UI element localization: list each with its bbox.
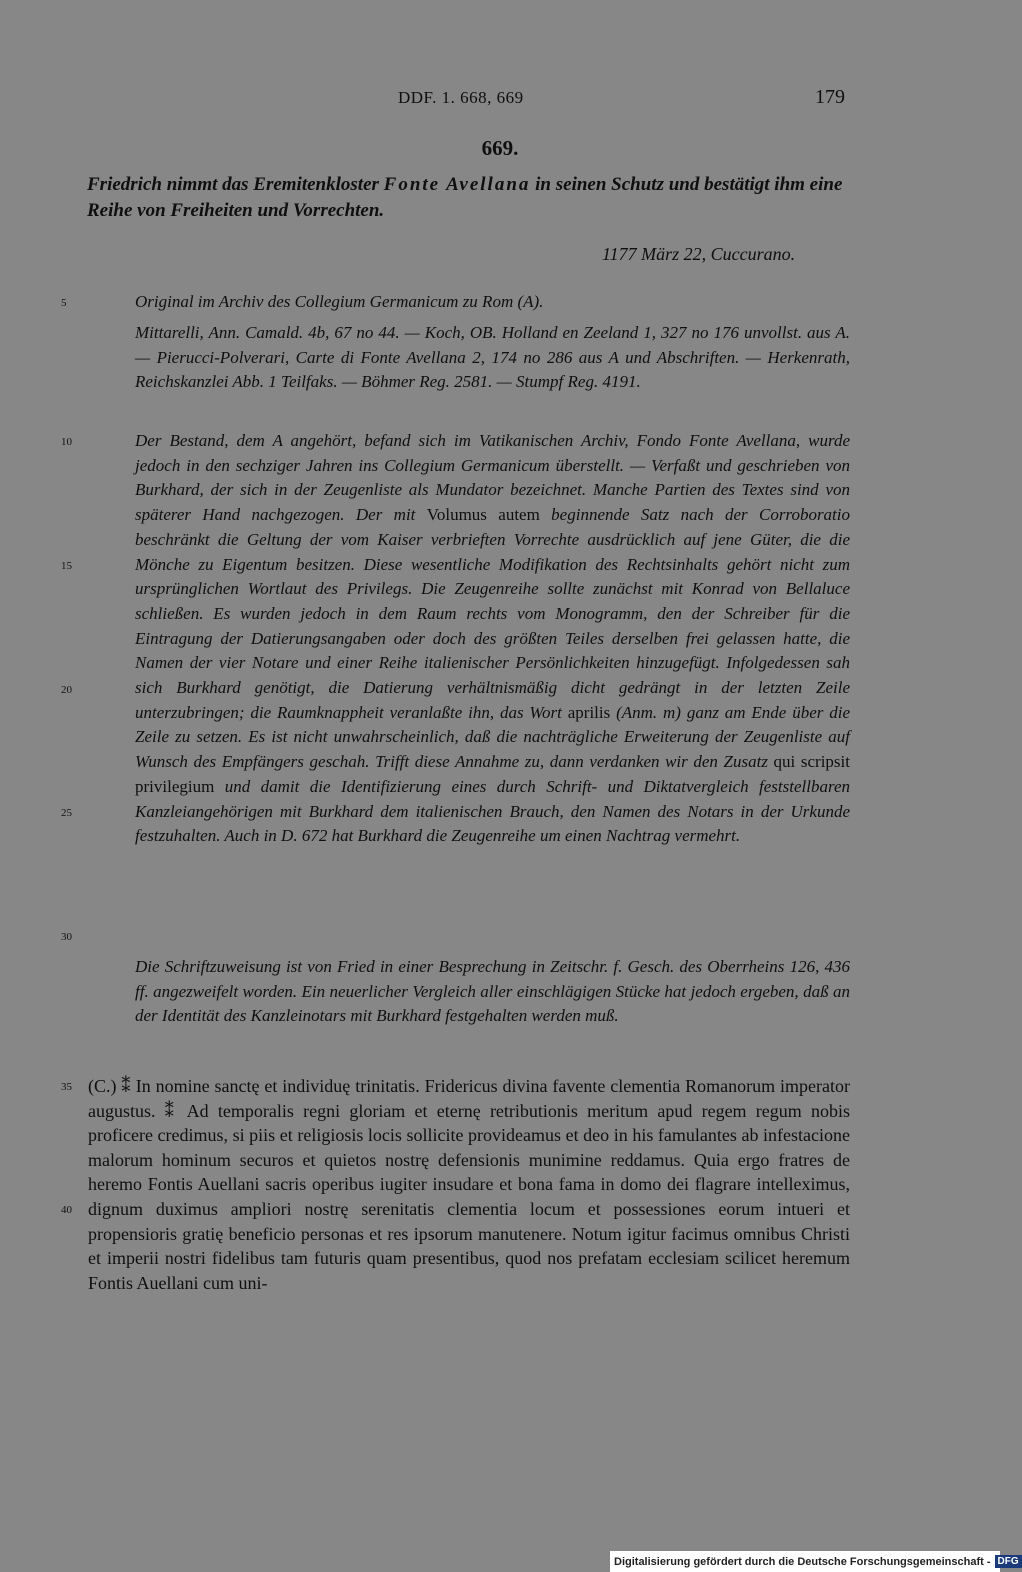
commentary-quote-qui-scripsit: qui scripsit privilegium (135, 752, 850, 796)
footer-credit: Digitalisierung gefördert durch die Deutsche Forschungsgemeinschaft - (614, 1555, 991, 1568)
line-number: 20 (61, 684, 72, 696)
apparatus-commentary-2: Die Schriftzuweisung ist von Fried in einer Besprechung in Zeitschr. f. Gesch. des Oberrheins 126, 436 ff. angezweifelt worden. Ein neuerlicher Vergleich aller einschlägigen Stücke hat jedoch ergeben, daß an der Identität des Kanzleinotars mit Burkhard festgehalten werden muß. (135, 957, 850, 1026)
commentary-text-c: beginnende Satz nach der Corroboratio beschränkt die Geltung der vom Kaiser verbrieften Vorrechte ausdrücklich auf jene Güter, die die Mönche zu Eigentum besitzen. Diese wesentliche Modifikation des Rechtsinhalts gehört nicht zum ursprünglichen Wortlaut des Privilegs. Die Zeugenreihe sollte zunächst mit Konrad von Bellaluce schließen. Es wurden jedoch in dem Raum rechts vom Monogramm, den der Schreiber für die Eintragung der Datierungsangaben oder doch des größten Teiles derselben frei gelassen hatte, die Namen der vier Notare und einer Reihe italienischer Persönlichkeiten hinzugefügt. Infolgedessen sah sich Burkhard genötigt, die Datierung verhältnismäßig dicht gedrängt in der letzten Zeile unterzubringen; die Raumknappheit veranlaßte ihn, das Wort (135, 505, 851, 722)
commentary-text-g: und damit die Identifizierung eines durch Schrift- und Diktatvergleich feststellbaren Kanzleiangehörigen mit Burkhard dem italienischen Brauch, den Namen des Notars in der Urkunde festzuhalten. Auch in D. 672 hat Burkhard die Zeugenreihe um einen Nachtrag vermehrt. (135, 776, 850, 846)
charter-text (88, 1074, 850, 1295)
running-head (0, 88, 1000, 112)
title-part-1: Friedrich nimmt das Eremitenkloster (87, 174, 384, 195)
charter-paragraph: (C.) ⁑ In nomine sanctę et individuę trinitatis. Fridericus divina favente clementia Romanorum imperator augustus. ⁑ Ad temporalis regni gloriam et eternę retributionis meritum apud regem regum nobis proficere credimus, si piis et religiosis locis sollicite provideamus et deo in his famulantes ab infestacione malorum hominum securos et quietos nostrę defensionis munimine reddamus. Quia ergo fratres de heremo Fontis Auellani sacris operibus iugiter insudare et bona fama in domo dei flagrare intelleximus, dignum duximus ampliori nostrę serenitatis clementia locum et possessiones eorum intueri et propensioris gratię beneficio personas et res ipsorum manutenere. Notum igitur facimus omnibus Christi et imperii nostri fidelibus tam futuris quam presentibus, quod nos prefatam ecclesiam scilicet heremum Fontis Auellani cum uni- (88, 1076, 850, 1293)
commentary-quote-volumus: Volumus autem (426, 505, 540, 525)
commentary-quote-aprilis: aprilis (567, 702, 611, 722)
apparatus-commentary (135, 429, 850, 849)
line-number: 25 (61, 807, 72, 819)
dfg-logo: DFG (995, 1555, 1022, 1568)
line-number: 30 (61, 931, 72, 943)
line-number: 15 (61, 560, 72, 572)
line-number: 35 (61, 1081, 72, 1093)
commentary-text-e: (Anm. m) ganz am Ende über die Zeile zu setzen. Es ist nicht unwahrscheinlich, daß die nachträgliche Erweiterung der Zeugenliste auf Wunsch des Empfängers geschah. Trifft diese Annahme zu, dann verdanken wir den Zusatz (135, 702, 850, 772)
apparatus-original: Original im Archiv des Collegium Germanicum zu Rom (A). (135, 292, 544, 311)
title-place-name: Fonte Avellana (383, 174, 531, 195)
line-number: 5 (61, 297, 67, 309)
page-number: 179 (815, 86, 845, 108)
document-title (87, 172, 850, 224)
title-part-2: in seinen Schutz und bestätigt ihm eine Reihe von Freiheiten und Vorrechten. (87, 174, 843, 221)
document-number: 669. (481, 136, 519, 160)
line-number: 40 (61, 1204, 72, 1216)
running-head-title: DDF. 1. 668, 669 (398, 88, 524, 107)
line-number: 10 (61, 436, 72, 448)
date-place: 1177 März 22, Cuccurano. (602, 244, 796, 264)
digitization-footer (610, 1551, 1019, 1572)
commentary-text-a: Der Bestand, dem A angehört, befand sich im Vatikanischen Archiv, Fondo Fonte Avellana, wurde jedoch in den sechziger Jahren ins Collegium Germanicum überstellt. — Verfaßt und geschrieben von Burkhard, der sich in der Zeugenliste als Mundator bezeichnet. Manche Partien des Textes sind von späterer Hand nachgezogen. Der mit (135, 431, 850, 525)
apparatus-editions: Mittarelli, Ann. Camald. 4b, 67 no 44. — Koch, OB. Holland en Zeeland 1, 327 no 176 unvollst. aus A. — Pierucci-Polverari, Carte di Fonte Avellana 2, 174 no 286 aus A und Abschriften. — Herkenrath, Reichskanzlei Abb. 1 Teilfaks. — Böhmer Reg. 2581. — Stumpf Reg. 4191. (135, 323, 850, 392)
